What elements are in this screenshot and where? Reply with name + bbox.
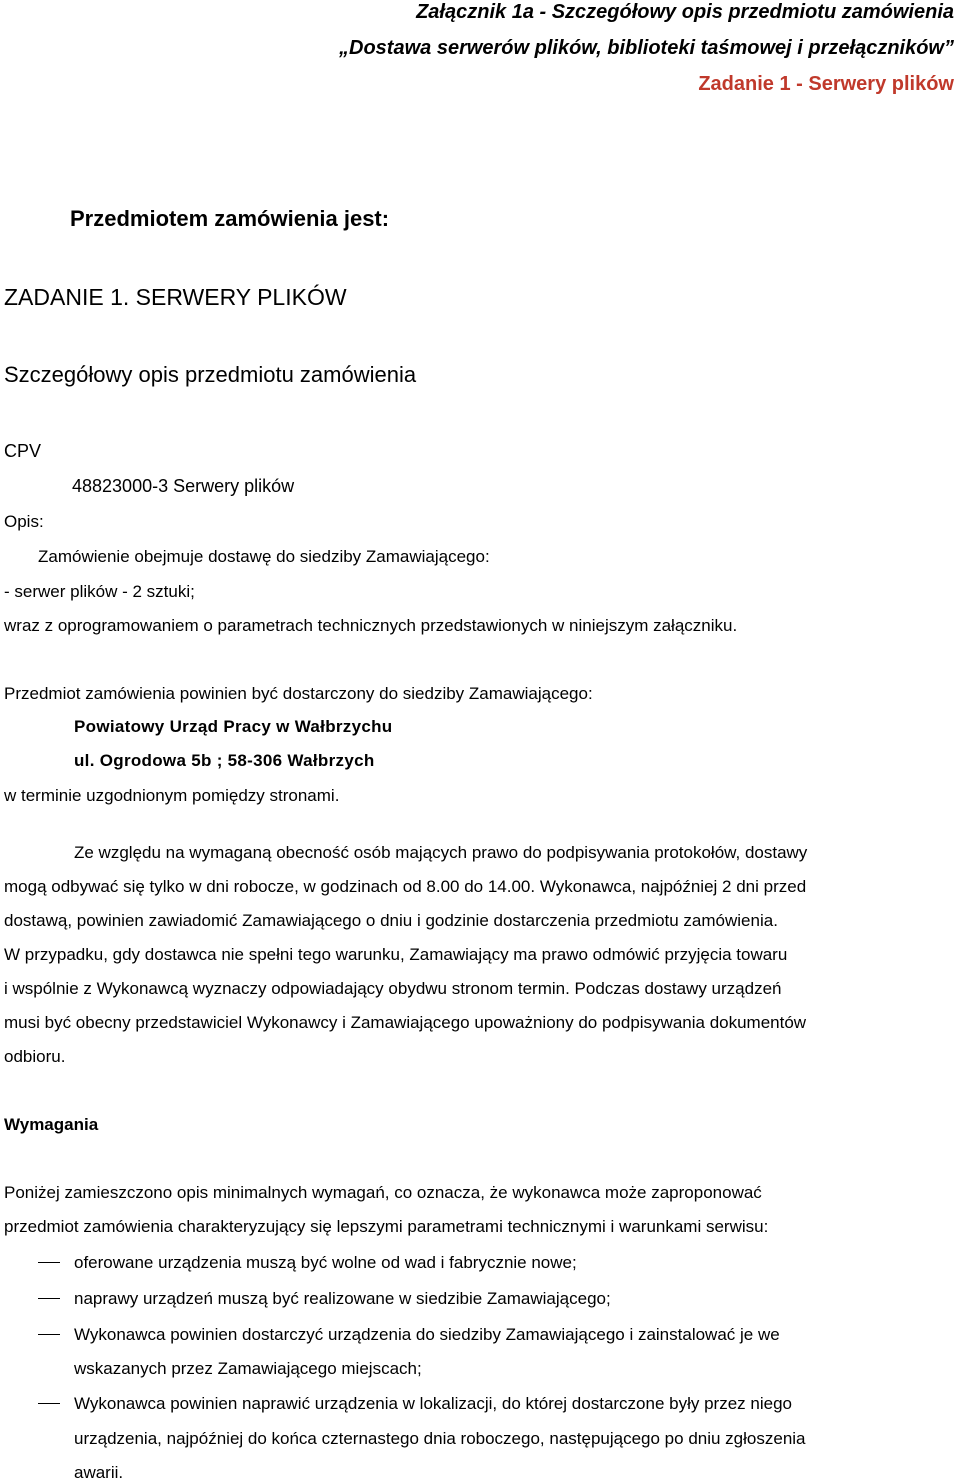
header-line-2: „Dostawa serwerów plików, biblioteki taśmowej i przełączników” — [339, 37, 954, 59]
paragraph-line: Ze względu na wymaganą obecność osób mających prawo do podpisywania protokołów, dostawy — [74, 843, 808, 862]
bullet-dash — [38, 1334, 60, 1335]
requirements-intro-line: przedmiot zamówienia charakteryzujący się lepszymi parametrami technicznymi i warunkami serwisu: — [4, 1217, 769, 1236]
bullet-dash — [38, 1403, 60, 1404]
cpv-label: CPV — [4, 441, 42, 461]
delivery-intro: Przedmiot zamówienia powinien być dostarczony do siedziby Zamawiającego: — [4, 684, 593, 703]
task-title: ZADANIE 1. SERWERY PLIKÓW — [4, 284, 347, 310]
opis-line-2: - serwer plików - 2 sztuki; — [4, 582, 195, 601]
paragraph-line: musi być obecny przedstawiciel Wykonawcy i Zamawiającego upoważniony do podpisywania dokumentów — [4, 1013, 807, 1032]
delivery-org: Powiatowy Urząd Pracy w Wałbrzychu — [74, 717, 393, 736]
requirements-title: Wymagania — [4, 1115, 99, 1134]
requirement-item: Wykonawca powinien naprawić urządzenia w lokalizacji, do której dostarczone były przez niego — [74, 1394, 792, 1413]
paragraph-line: i wspólnie z Wykonawcą wyznaczy odpowiadający obydwu stronom termin. Podczas dostawy urządzeń — [4, 979, 782, 998]
opis-label: Opis: — [4, 512, 44, 531]
header-line-1: Załącznik 1a - Szczegółowy opis przedmiotu zamówienia — [416, 1, 954, 23]
requirements-intro-line: Poniżej zamieszczono opis minimalnych wymagań, co oznacza, że wykonawca może zaproponować — [4, 1183, 762, 1202]
opis-line-3: wraz z oprogramowaniem o parametrach technicznych przedstawionych w niniejszym załączniku. — [4, 616, 738, 635]
header-task: Zadanie 1 - Serwery plików — [698, 73, 954, 95]
requirement-item: oferowane urządzenia muszą być wolne od wad i fabrycznie nowe; — [74, 1253, 577, 1272]
bullet-dash — [38, 1298, 60, 1299]
section-title: Szczegółowy opis przedmiotu zamówienia — [4, 362, 417, 387]
requirement-item-continued: awarii. — [74, 1463, 124, 1482]
paragraph-line: mogą odbywać się tylko w dni robocze, w godzinach od 8.00 do 14.00. Wykonawca, najpóźniej 2 dni przed — [4, 877, 807, 896]
requirement-item-continued: wskazanych przez Zamawiającego miejscach; — [74, 1359, 422, 1378]
requirement-item: naprawy urządzeń muszą być realizowane w siedzibie Zamawiającego; — [74, 1289, 611, 1308]
cpv-code: 48823000-3 Serwery plików — [72, 476, 295, 496]
bullet-dash — [38, 1262, 60, 1263]
delivery-address: ul. Ogrodowa 5b ; 58-306 Wałbrzych — [74, 751, 375, 770]
paragraph-line: dostawą, powinien zawiadomić Zamawiającego o dniu i godzinie dostarczenia przedmiotu zamówienia. — [4, 911, 778, 930]
requirement-item: Wykonawca powinien dostarczyć urządzenia do siedziby Zamawiającego i zainstalować je we — [74, 1325, 780, 1344]
opis-line-1: Zamówienie obejmuje dostawę do siedziby Zamawiającego: — [38, 547, 490, 566]
paragraph-line: odbioru. — [4, 1047, 66, 1066]
intro-heading: Przedmiotem zamówienia jest: — [70, 206, 390, 231]
paragraph-line: W przypadku, gdy dostawca nie spełni tego warunku, Zamawiający ma prawo odmówić przyjęcia towaru — [4, 945, 788, 964]
requirement-item-continued: urządzenia, najpóźniej do końca czternastego dnia roboczego, następującego po dniu zgłoszenia — [74, 1429, 806, 1448]
delivery-terms: w terminie uzgodnionym pomiędzy stronami. — [4, 786, 340, 805]
